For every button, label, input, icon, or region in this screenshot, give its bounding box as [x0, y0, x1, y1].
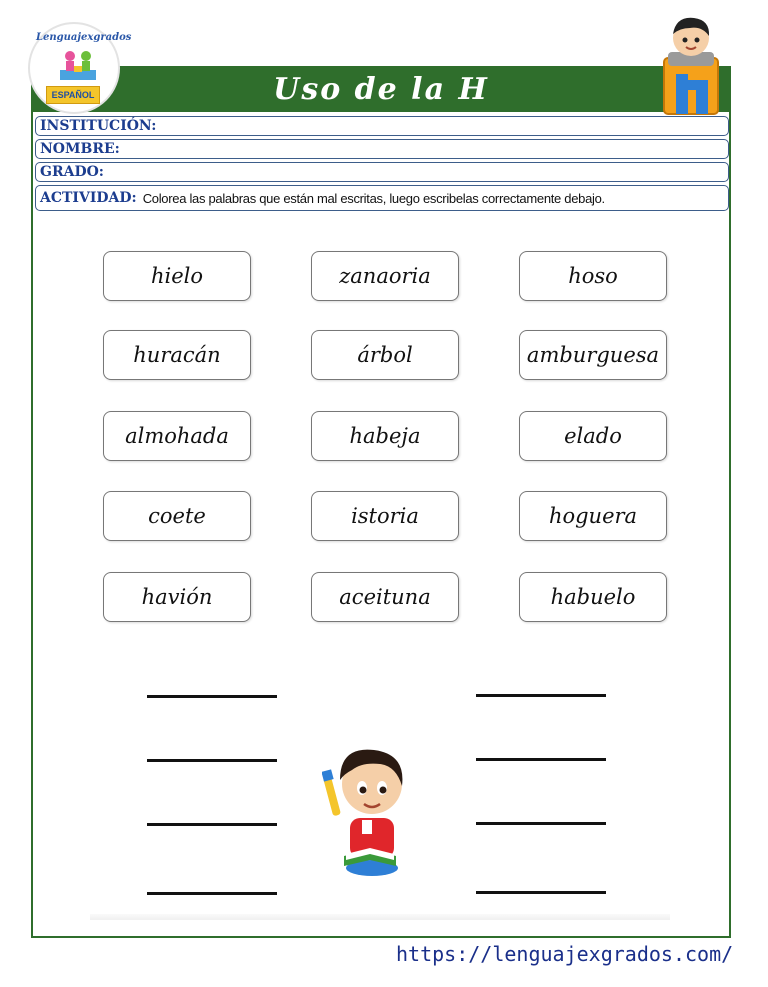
grado-row [35, 162, 729, 182]
worksheet-title: Uso de la H [273, 71, 489, 107]
word-box[interactable]: istoria [311, 491, 459, 541]
word-box[interactable]: zanaoria [311, 251, 459, 301]
word-box[interactable]: habeja [311, 411, 459, 461]
website-url[interactable]: https://lenguajexgrados.com/ [396, 942, 734, 966]
actividad-row [35, 185, 729, 211]
footer-shade [90, 914, 670, 920]
word-box[interactable]: hoguera [519, 491, 667, 541]
word-box[interactable]: hielo [103, 251, 251, 301]
word-box[interactable]: coete [103, 491, 251, 541]
institucion-label: INSTITUCIÓN: [40, 118, 157, 134]
word-box[interactable]: árbol [311, 330, 459, 380]
word-box[interactable]: amburguesa [519, 330, 667, 380]
answer-line[interactable] [147, 892, 277, 895]
answer-line[interactable] [147, 695, 277, 698]
answer-line[interactable] [476, 822, 606, 825]
nombre-label: NOMBRE: [40, 141, 120, 157]
answer-line[interactable] [476, 694, 606, 697]
nombre-row [35, 139, 729, 159]
word-box[interactable]: hoso [519, 251, 667, 301]
boy-with-letter-h-icon [654, 14, 728, 116]
logo-badge: ESPAÑOL [46, 86, 100, 104]
answer-line[interactable] [476, 758, 606, 761]
word-box[interactable]: aceituna [311, 572, 459, 622]
logo-text: Lenguajexgrados [36, 32, 132, 43]
answer-line[interactable] [476, 891, 606, 894]
word-box[interactable]: almohada [103, 411, 251, 461]
actividad-label: ACTIVIDAD: [40, 190, 137, 206]
actividad-text: Colorea las palabras que están mal escritas, luego escribelas correctamente debajo. [142, 190, 605, 206]
answer-line[interactable] [147, 823, 277, 826]
answer-line[interactable] [147, 759, 277, 762]
boy-reading-icon [322, 740, 414, 882]
institucion-row [35, 116, 729, 136]
word-box[interactable]: havión [103, 572, 251, 622]
word-box[interactable]: habuelo [519, 572, 667, 622]
word-box[interactable]: elado [519, 411, 667, 461]
children-reading-icon [58, 46, 98, 84]
grado-label: GRADO: [40, 164, 104, 180]
word-box[interactable]: huracán [103, 330, 251, 380]
